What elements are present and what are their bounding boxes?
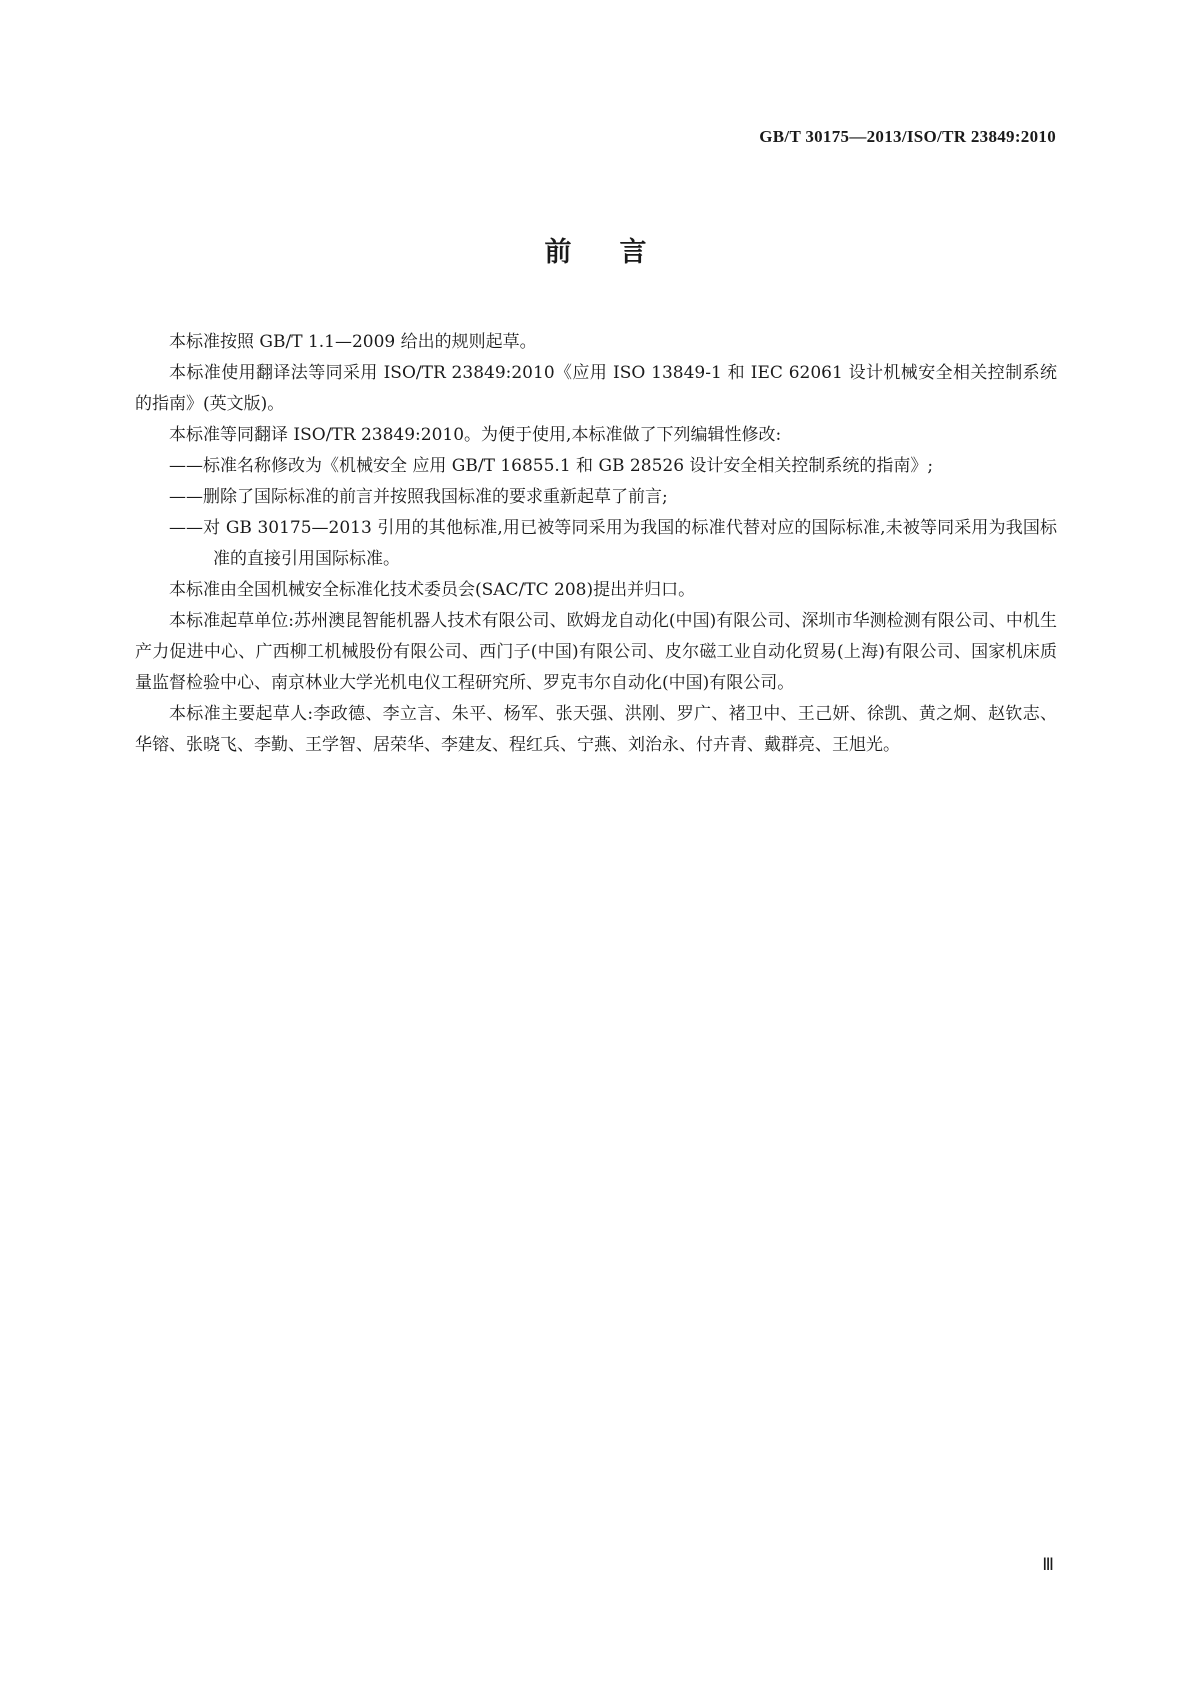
page-number: Ⅲ — [1042, 1555, 1054, 1574]
standard-number-header: GB/T 30175—2013/ISO/TR 23849:2010 — [759, 127, 1056, 146]
paragraph-drafting-units: 本标准起草单位:苏州澳昆智能机器人技术有限公司、欧姆龙自动化(中国)有限公司、深圳市华测检测有限公司、中机生产力促进中心、广西柳工机械股份有限公司、西门子(中国)有限公司、皮尔磁工业自动化贸易(上海)有限公司、国家机床质量监督检验中心、南京林业大学光机电仪工程研究所、罗克韦尔自动化(中国)有限公司。 — [135, 611, 1057, 693]
paragraph-adoption: 本标准使用翻译法等同采用 ISO/TR 23849:2010《应用 ISO 13849-1 和 IEC 62061 设计机械安全相关控制系统的指南》(英文版)。 — [135, 363, 1057, 414]
paragraph-proposer: 本标准由全国机械安全标准化技术委员会(SAC/TC 208)提出并归口。 — [169, 580, 696, 600]
list-item: ——删除了国际标准的前言并按照我国标准的要求重新起草了前言; — [169, 487, 668, 507]
list-item: ——对 GB 30175—2013 引用的其他标准,用已被等同采用为我国的标准代替对应的国际标准,未被等同采用为我国标准的直接引用国际标准。 — [169, 518, 1057, 569]
document-body — [135, 327, 1057, 761]
list-item: ——标准名称修改为《机械安全 应用 GB/T 16855.1 和 GB 28526 设计安全相关控制系统的指南》; — [169, 456, 934, 476]
paragraph-edits-intro: 本标准等同翻译 ISO/TR 23849:2010。为便于使用,本标准做了下列编辑性修改: — [169, 425, 782, 445]
paragraph-drafters: 本标准主要起草人:李政德、李立言、朱平、杨军、张天强、洪刚、罗广、褚卫中、王己妍、徐凯、黄之炯、赵钦志、华镕、张晓飞、李勤、王学智、居荣华、李建友、程红兵、宁燕、刘治永、付卉青、戴群亮、王旭光。 — [135, 704, 1057, 755]
page-title: 前言 — [544, 237, 695, 268]
paragraph-drafting-rules: 本标准按照 GB/T 1.1—2009 给出的规则起草。 — [169, 332, 537, 352]
